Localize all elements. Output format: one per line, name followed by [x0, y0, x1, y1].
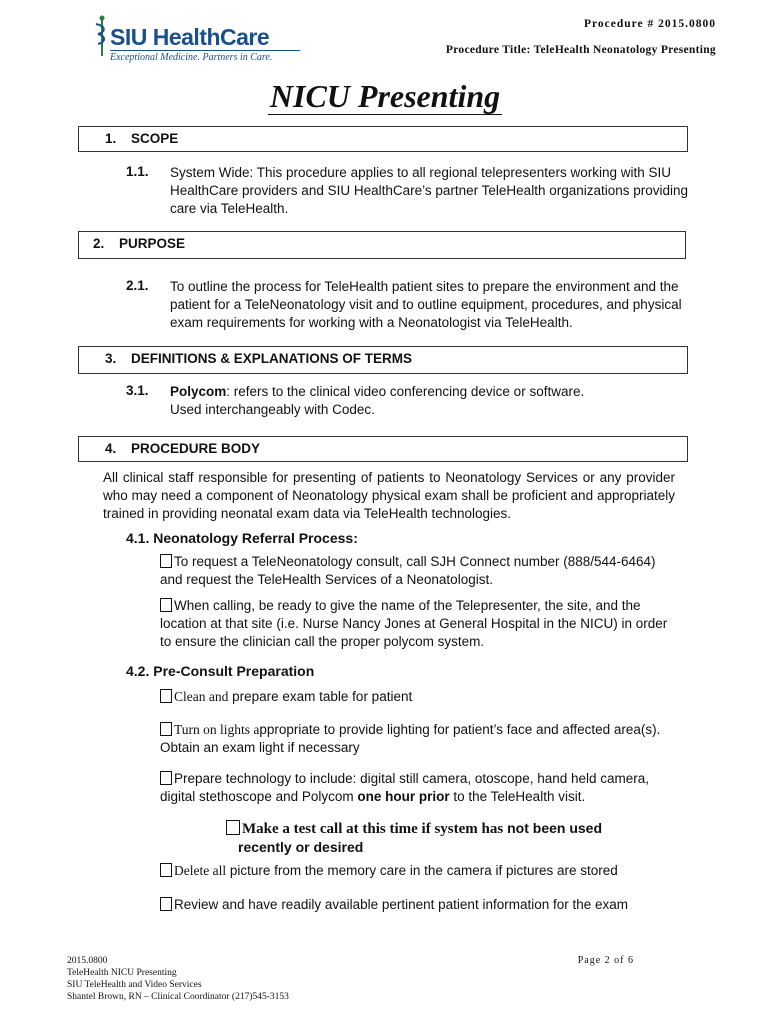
checkbox-glyph-icon	[160, 554, 172, 568]
list-item	[160, 597, 680, 651]
section-heading: PROCEDURE BODY	[131, 441, 261, 456]
list-item-text: To request a TeleNeonatology consult, call SJH Connect number (888/544-6464) and request the TeleHealth Services of a Neonatologist.	[160, 554, 656, 587]
purpose-text: To outline the process for TeleHealth patient sites to prepare the environment and the patient for a TeleNeonatology visit and to outline equipment, procedures, and physical exam requirements for working with a Neonatologist via TeleHealth.	[170, 279, 682, 330]
list-item-text: Make a test call at this time if system has	[242, 821, 504, 837]
section-heading: DEFINITIONS & EXPLANATIONS OF TERMS	[131, 351, 413, 366]
section-definitions-header	[78, 346, 688, 374]
section-heading: SCOPE	[131, 131, 179, 146]
logo-name: SIU HealthCare	[110, 24, 270, 50]
section-number: 2.	[93, 236, 105, 251]
checkbox-glyph-icon	[226, 820, 240, 835]
list-item-text: to the TeleHealth visit.	[449, 789, 586, 804]
referral-heading: 4.1. Neonatology Referral Process:	[126, 530, 358, 546]
term-polycom: Polycom	[170, 384, 227, 399]
list-item-text: picture from the memory care in the camera if pictures are stored	[226, 863, 618, 878]
section-number: 1.	[105, 131, 117, 146]
checkbox-glyph-icon	[160, 863, 172, 877]
list-item-text: When calling, be ready to give the name of the Telepresenter, the site, and the location at that site (i.e. Nurse Nancy Jones at General Hospital in the NICU) in order to ensure the clinician call the proper polycom system.	[160, 598, 668, 649]
checkbox-glyph-icon	[160, 598, 172, 612]
list-item	[160, 553, 680, 589]
footer-line: Shantel Brown, RN – Clinical Coordinator (217)545-3153	[67, 992, 289, 1002]
document-title-text: NICU Presenting	[269, 78, 501, 114]
procedure-intro: All clinical staff responsible for presenting of patients to Neonatology Services or any provider who may need a component of Neonatology physical exam shall be proficient and appropriately trained in providing neonatal exam data via TeleHealth technologies.	[103, 470, 675, 521]
footer-line: 2015.0800	[67, 956, 108, 966]
procedure-number: Procedure # 2015.0800	[583, 18, 716, 30]
footer	[67, 955, 289, 1003]
footer-line: TeleHealth NICU Presenting	[67, 968, 177, 978]
document-title	[0, 78, 770, 115]
list-item-text: Turn on lights a	[174, 722, 260, 737]
preconsult-heading: 4.2. Pre-Consult Preparation	[126, 663, 315, 679]
list-item	[160, 721, 680, 757]
list-item	[160, 862, 680, 880]
section-procedure-body-header	[78, 436, 688, 462]
list-item-text: Clean and	[174, 689, 229, 704]
list-item-text: Prepare technology to include: digital still camera, otoscope, hand held camera, digital stethoscope and Polycom	[160, 771, 650, 804]
definition-polycom	[170, 383, 690, 419]
list-item	[160, 896, 680, 914]
checkbox-glyph-icon	[160, 897, 172, 911]
definition-text: : refers to the clinical video conferencing device or software.	[226, 384, 585, 399]
section-number: 4.	[105, 441, 117, 456]
section-purpose-header	[78, 231, 686, 259]
list-item-text: Delete all	[174, 863, 227, 878]
sub-list-item	[226, 819, 686, 856]
checkbox-glyph-icon	[160, 689, 172, 703]
checkbox-glyph-icon	[160, 771, 172, 785]
clause-number: 1.1.	[126, 164, 149, 179]
footer-line: SIU TeleHealth and Video Services	[67, 980, 202, 990]
list-item-text: Review and have readily available pertinent patient information for the exam	[174, 897, 629, 912]
section-heading: PURPOSE	[119, 236, 186, 251]
list-item-text: ppropriate to provide lighting for patient’s face and affected area(s). Obtain an exam light if necessary	[160, 722, 661, 755]
list-item-text: recently or desired	[238, 839, 364, 855]
section-scope-header	[78, 126, 688, 152]
clause-number: 3.1.	[126, 383, 149, 398]
definition-text-2: Used interchangeably with Codec.	[170, 402, 375, 417]
list-item-text: prepare exam table for patient	[228, 689, 413, 704]
list-item	[160, 770, 680, 806]
list-item-emphasis: one hour prior	[357, 789, 450, 804]
section-number: 3.	[105, 351, 117, 366]
list-item	[160, 688, 680, 706]
logo-divider	[110, 50, 300, 51]
clause-number: 2.1.	[126, 278, 149, 293]
scope-text: System Wide: This procedure applies to all regional telepresenters working with SIU HealthCare providers and SIU HealthCare’s partner TeleHealth organizations providing care via TeleHealth.	[170, 165, 689, 216]
list-item-text: not been used	[503, 820, 603, 836]
procedure-title: Procedure Title: TeleHealth Neonatology Presenting	[445, 44, 716, 56]
logo-tagline: Exceptional Medicine. Partners in Care.	[110, 52, 273, 63]
caduceus-icon	[92, 14, 112, 58]
page-number: Page 2 of 6	[577, 955, 634, 966]
checkbox-glyph-icon	[160, 722, 172, 736]
